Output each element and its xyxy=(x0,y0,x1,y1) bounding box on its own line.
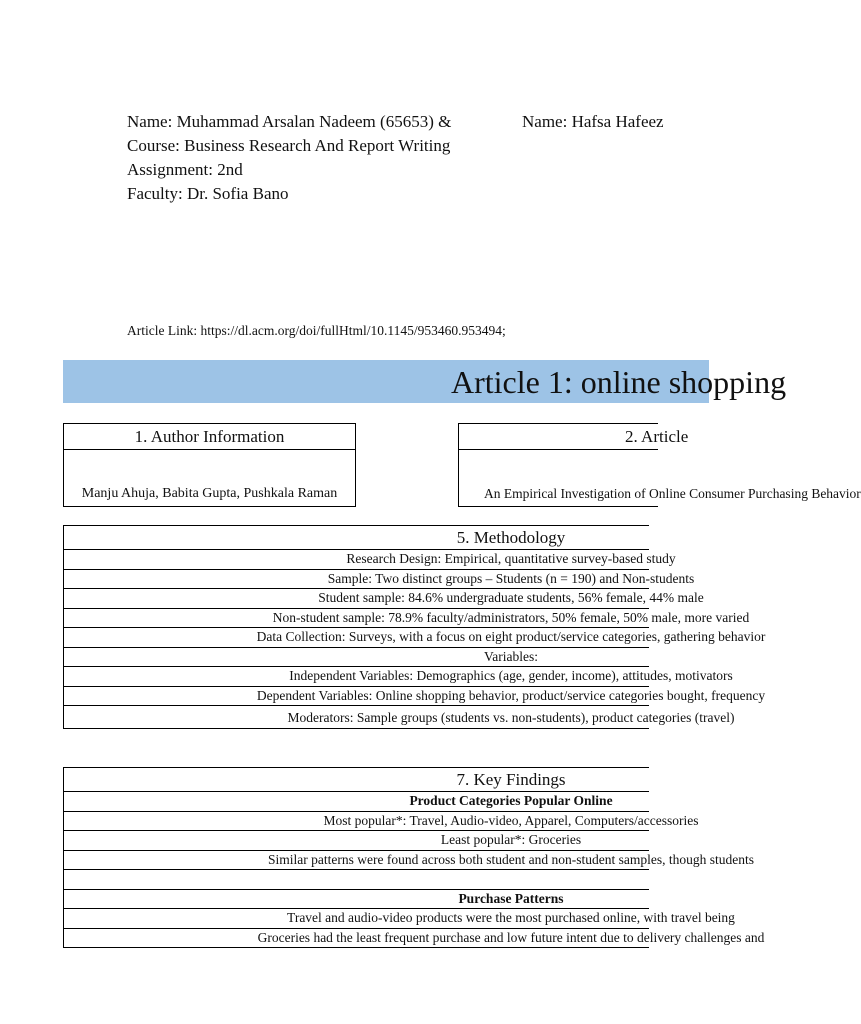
author-names: Manju Ahuja, Babita Gupta, Pushkala Raman xyxy=(81,486,338,501)
article-info-body: An Empirical Investigation of Online Consumer Purchasing Behavior xyxy=(484,486,861,501)
findings-row-text: Similar patterns were found across both student and non-student samples, though students xyxy=(268,851,754,867)
methodology-row-text: Independent Variables: Demographics (age, gender, income), attitudes, motivators xyxy=(289,668,733,683)
title-band xyxy=(63,360,787,403)
methodology-row-text: Student sample: 84.6% undergraduate students, 56% female, 44% male xyxy=(318,590,704,605)
article-link[interactable]: Article Link: https://dl.acm.org/doi/fullHtml/10.1145/953460.953494; xyxy=(127,323,506,338)
methodology-row xyxy=(64,667,733,687)
methodology-row xyxy=(64,628,766,648)
methodology-heading xyxy=(64,526,649,550)
findings-row xyxy=(64,812,699,832)
article-title: Article 1: online shopping xyxy=(451,364,787,400)
article-info-box xyxy=(458,423,861,507)
methodology-row-text: Variables: xyxy=(484,648,538,664)
findings-row-text: Product Categories Popular Online xyxy=(409,793,613,808)
findings-row xyxy=(64,870,649,890)
findings-heading-text: 7. Key Findings xyxy=(456,770,566,789)
key-findings-table xyxy=(63,767,765,948)
findings-row-text: Groceries had the least frequent purchase and low future intent due to delivery challenges and xyxy=(257,929,765,945)
student-info xyxy=(127,110,507,206)
findings-row-text: Least popular*: Groceries xyxy=(440,832,582,847)
partner-name-line: Name: Hafsa Hafeez xyxy=(522,112,664,131)
methodology-row xyxy=(64,706,735,729)
findings-row xyxy=(64,851,754,871)
author-info-box xyxy=(63,423,356,507)
methodology-row-text: Moderators: Sample groups (students vs. non-students), product categories (travel) xyxy=(287,710,735,725)
methodology-row xyxy=(64,609,750,629)
methodology-row xyxy=(64,648,649,668)
course-line: Course: Business Research And Report Writing xyxy=(127,136,451,155)
faculty-line: Faculty: Dr. Sofia Bano xyxy=(127,184,289,203)
findings-heading xyxy=(64,768,649,792)
author-info-heading: 1. Author Information xyxy=(64,424,355,450)
methodology-table xyxy=(63,525,766,729)
findings-row xyxy=(64,929,765,949)
findings-row xyxy=(64,792,649,812)
methodology-row-text: Dependent Variables: Online shopping behavior, product/service categories bought, frequency xyxy=(256,687,766,703)
article-info-heading: 2. Article xyxy=(459,424,658,450)
findings-row xyxy=(64,909,735,929)
methodology-row xyxy=(64,589,704,609)
findings-row xyxy=(64,890,649,910)
findings-row xyxy=(64,831,649,851)
methodology-row-text: Sample: Two distinct groups – Students (n = 190) and Non-students xyxy=(327,570,695,586)
findings-row-text: Travel and audio-video products were the most purchased online, with travel being xyxy=(287,910,735,925)
findings-row-text: Most popular*: Travel, Audio-video, Apparel, Computers/accessories xyxy=(323,812,699,828)
student-name-line: Name: Muhammad Arsalan Nadeem (65653) & xyxy=(127,112,452,131)
methodology-row-text: Data Collection: Surveys, with a focus on eight product/service categories, gathering behavior xyxy=(256,629,766,644)
methodology-row xyxy=(64,687,766,707)
findings-row-text: Purchase Patterns xyxy=(458,890,564,906)
methodology-row xyxy=(64,570,695,590)
methodology-row-text: Research Design: Empirical, quantitative survey-based study xyxy=(346,551,676,566)
methodology-row-text: Non-student sample: 78.9% faculty/administrators, 50% female, 50% male, more varied xyxy=(272,609,750,625)
methodology-row xyxy=(64,550,676,570)
methodology-heading-text: 5. Methodology xyxy=(456,528,566,547)
assignment-line: Assignment: 2nd xyxy=(127,160,243,179)
